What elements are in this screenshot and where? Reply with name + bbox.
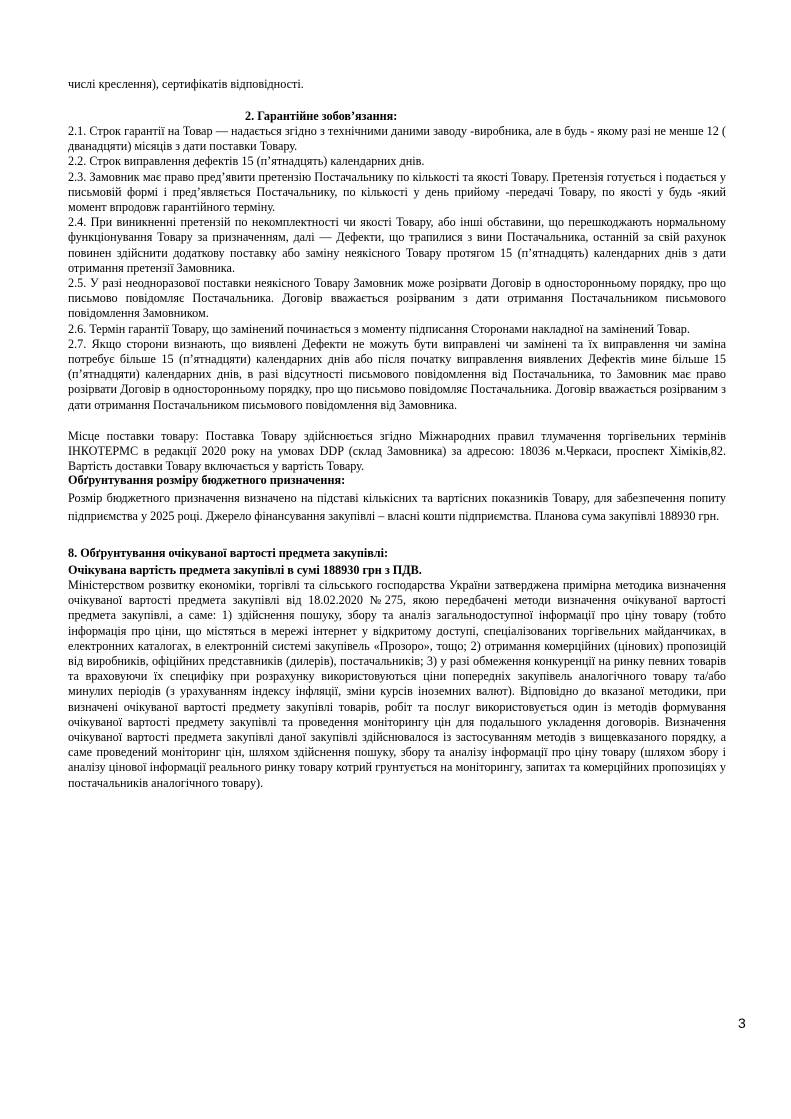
clause-2-7: 2.7. Якщо сторони визнають, що виявлені Дефекти не можуть бути виправлені чи замінені та їх виправлення чи заміна потребує більше 15 (п’ятнадцяти) календарних днів або після початку виправлення виявлених Дефектів мине більше 15 (п’ятнадцяти) календарних днів, в разі відсутності письмового повідомлення від Постачальника, то Замовник має право розірвати Договір в односторонньому порядку, про що письмово повідомляє Постачальника. Договір вважається розірваним з дати отримання Постачальником письмового повідомлення від Замовника. [68, 336, 726, 412]
clause-2-6: 2.6. Термін гарантії Товару, що замінений починається з моменту підписання Сторонами накладної на замінений Товар. [68, 321, 690, 336]
budget-paragraph: Розмір бюджетного призначення визначено на підставі кількісних та вартісних показників Товару, для забезпечення попиту підприємства у 2025 році. Джерело фінансування закупівлі – власні кошти підприємства. Планова сума закупівлі 188930 грн. [68, 491, 726, 523]
clause-2-3: 2.3. Замовник має право пред’явити претензію Постачальнику по кількості та якості Товару. Претензія готується і подається у письмовій формі і пред’являється Постачальнику, по кількості у день прийому -передачі Товару, по якості у будь -який момент впродовж гарантійного терміну. [68, 169, 726, 215]
clause-2-5: 2.5. У разі неодноразової поставки неякісного Товару Замовник може розірвати Договір в односторонньому порядку, про що письмово повідомляє Постачальника. Договір вважається розірваним з дати отримання Постачальником письмового повідомлення Замовником. [68, 276, 726, 321]
clause-2-2: 2.2. Строк виправлення дефектів 15 (п’ятнадцять) календарних днів. [68, 154, 425, 169]
page-number: 3 [738, 1015, 746, 1031]
section-8-paragraph: Міністерством розвитку економіки, торгівлі та сільського господарства України затверджена примірна методика визначення очікуваної вартості предмета закупівлі від 18.02.2020 №275, якою передбачені методи визначення очікуваної вартості предмета закупівлі, а саме: 1) здійснення пошуку, збору та аналіз загальнодоступної інформації про ціну товару (тобто інформація про ціни, що містяться в мережі інтернет у відкритому доступі, спеціалізованих торгівельних майданчиках, в електронних каталогах, в електронній системі закупівель «Прозоро», тощо; 2) отримання комерційних (цінових) пропозицій від виробників, офіційних представників (дилерів), постачальників; 3) у разі обмеження конкуренції на ринку певних товарів та враховуючи їх специфіку при розрахунку використовуються ціни попередніх закупівель аналогічного товару та/або минулих періодів (з урахуванням індексу інфляції, зміни курсів іноземних валют). Відповідно до вказаної методики, при визначені очікуваної вартості предмету закупівлі товарів, робіт та послуг використовується один із методів формування очікуваної вартості предмету закупівлі та проведення моніторингу цін для подальшого укладення договорів. Визначення очікуваної вартості предмета закупівлі даної закупівлі здійснювалося із застосуванням методів з вищевказаного порядку, а саме проведений моніторинг цін, шляхом здійснення пошуку, збору та аналізу інформації про ціну товару (шляхом збору і аналізу цінової інформації реального ринку товару котрий грунтується на моніторингу, запитах та комерційних пропозиціях у постачальників аналогічного товару). [68, 578, 726, 790]
clause-2-1: 2.1. Строк гарантії на Товар — надається згідно з технічними даними заводу -виробника, але в будь - якому разі не менше 12 ( дванадцяти) місяців з дати поставки Товару. [68, 124, 726, 154]
section-2-body [68, 124, 726, 413]
section-8-title: 8. Обґрунтування очікуваної вартості предмета закупівлі: [68, 546, 389, 560]
clause-2-4: 2.4. При виникненні претензій по некомплектності чи якості Товару, або інші обставини, що перешкоджають нормальному функціонування Товару за призначенням, далі — Дефекти, що трапилися з вини Постачальника, останній за свій рахунок повинен здійснити додаткову поставку або заміну неякісного Товару протягом 15 (п’ятнадцять) календарних днів з дати отримання претензії Замовника. [68, 215, 726, 275]
budget-title: Обґрунтування розміру бюджетного призначення: [68, 473, 346, 487]
intro-line: числі креслення), сертифікатів відповідності. [68, 77, 304, 91]
delivery-place-paragraph: Місце поставки товару: Поставка Товару здійснюється згідно Міжнародних правил тлумачення торгівельних термінів ІНКОТЕРМС в редакції 2020 року на умовах DDP (склад Замовника) за адресою: 18036 м.Черкаси, проспект Хіміків,82. Вартість доставки Товару включається у вартість Товару. [68, 429, 726, 474]
section-2-title: 2. Гарантійне зобов’язання: [245, 109, 398, 123]
section-8-subtitle: Очікувана вартість предмета закупівлі в сумі 188930 грн з ПДВ. [68, 563, 422, 577]
